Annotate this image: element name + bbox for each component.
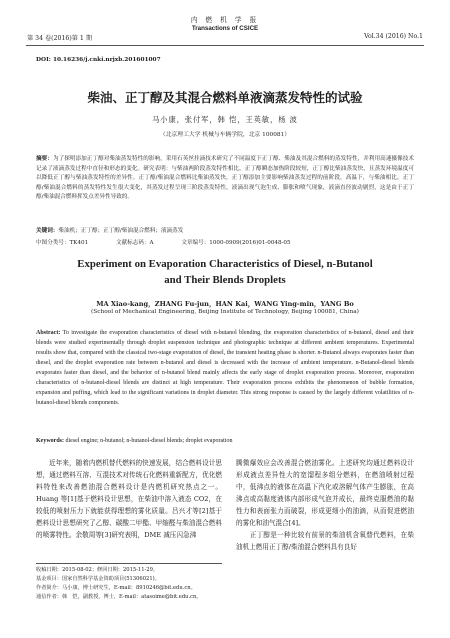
- keywords-cn-text: 柴油机；正丁醇；正丁醇/柴油混合燃料；液滴蒸发: [58, 228, 184, 234]
- authors-en: MA Xiao-kang，ZHANG Fu-jun，HAN Kai，WANG Ying-min，YANG Bo: [96, 300, 354, 308]
- paper-title-cn: 柴油、正丁醇及其混合燃料单液滴蒸发特性的试验: [87, 90, 363, 105]
- abstract-en-label: Abstract:: [36, 330, 61, 336]
- body-column-right: 腾微爆效应会改善混合燃油雾化。上述研究均通过燃料设计形成液点差异性大的宽馏程多组分燃料，在燃油喷射过程中，低沸点的液体在高温下汽化或溶解气体产生膨胀，在高沸点或高黏度液体内部形成气泡并成长，最终克服燃油的黏性力和表面张力而破裂，形成更细小的油滴，从而促进燃油的雾化和油气混合[4]。 正丁醇是一种比较有前景的柴油机含氧替代燃料，在柴油机上燃用正丁醇/柴油混合燃料具有良好: [236, 459, 414, 551]
- article-number: 文章编号：1000-0909(2016)01-0048-05: [181, 240, 291, 246]
- journal-volume-right: Vol.34 (2016) No.1: [364, 33, 423, 40]
- keywords-en-text: diesel engine; n-butanol; n-butanol-diesel blends; droplet evaporation: [65, 438, 233, 444]
- classification-row: [36, 238, 414, 246]
- abstract-en-text: To investigate the evaporation characteristics of diesel with n-butanol blending, the evaporation characteristics of n-butanol, diesel and their blends were studied experimentally through droplet suspension technique and photographic technique at different ambient temperatures. Experimental results show that, compared with the classical two-stage evaporation of diesel, the transient heating phase is shorter. n-Butanol always evaporates faster than diesel, and the droplet evaporation rate between n-butanol and diesel is decreased with the increase of ambient temperature. n-Butanol-diesel blends evaporates faster than diesel, and the behavior of n-butanol blend mainly affects the early stage of droplet evaporation process. Moreover, evaporation characteristics of n-butanol-diesel blends are distinct at high temperature. Their evaporation process exhibits the phenomenon of bubble formation, expansion and puffing, which lead to the significant variations in droplet diameter. This strong response is caused by the largely different volatilities of n-butanol-diesel blends components.: [36, 330, 414, 406]
- body-column-left: 近年来，随着内燃机替代燃料的快速发展，结合燃料设计思想，通过燃料互溶、互混技术对传统石化燃料重新配方，优化燃料特性来改善燃油混合燃料设计是内燃机研究热点之一。Huang 等[1]基于燃料设计思想，在柴油中溶入液态 CO2，在较低的喷射压力下就能获得理想的雾化质量。吕兴才等[2]基于燃料设计思想研究了乙醇、碳酸二甲酯、甲缩醛与柴油混合燃料的喷雾特性。余敬周等[3]研究表明，DME 减压闪急沸: [36, 459, 222, 539]
- journal-volume-left: 第 34 卷(2016)第 1 期: [27, 35, 93, 42]
- journal-name-en: Transactions of CSICE: [191, 25, 259, 32]
- footnote-author[interactable]: 作者简介：马小康，博士研究生，E-mail：8910246@bit.edu.cn。: [36, 585, 196, 591]
- journal-name-cn: 内 燃 机 学 报: [190, 16, 260, 24]
- header-divider: [26, 45, 424, 46]
- footnote-funding: 基金项目：国家自然科学基金资助项目(51306021)。: [36, 576, 160, 582]
- footnote: [36, 566, 222, 602]
- abstract-cn-label: 摘要：: [36, 156, 53, 162]
- affiliation-cn: （北京理工大学 机械与车辆学院，北京 100081）: [159, 132, 291, 138]
- abstract-en: [36, 328, 414, 408]
- abstract-cn-text: 为了探明添加正丁醇对柴油蒸发特性的影响，采用石英丝挂滴技术研究了不同温度下正丁醇、柴油及其混合燃料的蒸发特性，并利用高速摄像技术记录了液滴蒸发过程中直径和形态的变化。研究表明：与柴油两阶段蒸发特性相比，正丁醇瞬态加热阶段较短，正丁醇比柴油蒸发快，且蒸发环境温度可以降低正丁醇与柴油蒸发特性的差异性。正丁醇/柴油混合燃料比柴油蒸发快，正丁醇添加主要影响柴油蒸发过程的前阶段。高温下，与柴油相比，正丁醇/柴油混合燃料的蒸发特性发生很大变化，其蒸发过程呈现三阶段蒸发特性，液滴出现气泡生成、膨胀和喷气现象，液滴直径波动剧烈，这是由于正丁醇/柴油混合燃料挥发点差异性导致的。: [36, 156, 414, 201]
- keywords-cn-label: 关键词：: [36, 228, 59, 234]
- doi[interactable]: DOI: 10.16236/j.cnki.nrjxb.201601007: [36, 57, 161, 63]
- clc-number: 中图分类号：TK401: [36, 240, 89, 246]
- authors-cn: 马小康，张付军，韩 恺，王英敏，杨 波: [152, 115, 298, 124]
- keywords-cn: [36, 226, 183, 234]
- footnote-received: 收稿日期：2015-08-02；修回日期：2015-11-29。: [36, 567, 159, 573]
- keywords-en: [36, 438, 414, 444]
- document-code: 文献标志码：A: [115, 240, 154, 246]
- footnote-divider: [36, 563, 222, 564]
- abstract-cn: [36, 155, 414, 203]
- keywords-en-label: Keywords:: [36, 438, 64, 444]
- affiliation-en: (School of Mechanical Engineering, Beijing Institute of Technology, Beijing 100081, China): [91, 309, 359, 315]
- journal-name: [0, 14, 450, 32]
- paper-title-en-line1: Experiment on Evaporation Characteristics of Diesel, n-Butanol: [77, 258, 373, 270]
- footnote-corresponding[interactable]: 通信作者：韩 恺，副教授，博士，E-mail：atasoime@bit.edu.cn。: [36, 594, 202, 600]
- paper-title-en-line2: and Their Blends Droplets: [164, 274, 286, 286]
- paper-title-en: [0, 256, 450, 288]
